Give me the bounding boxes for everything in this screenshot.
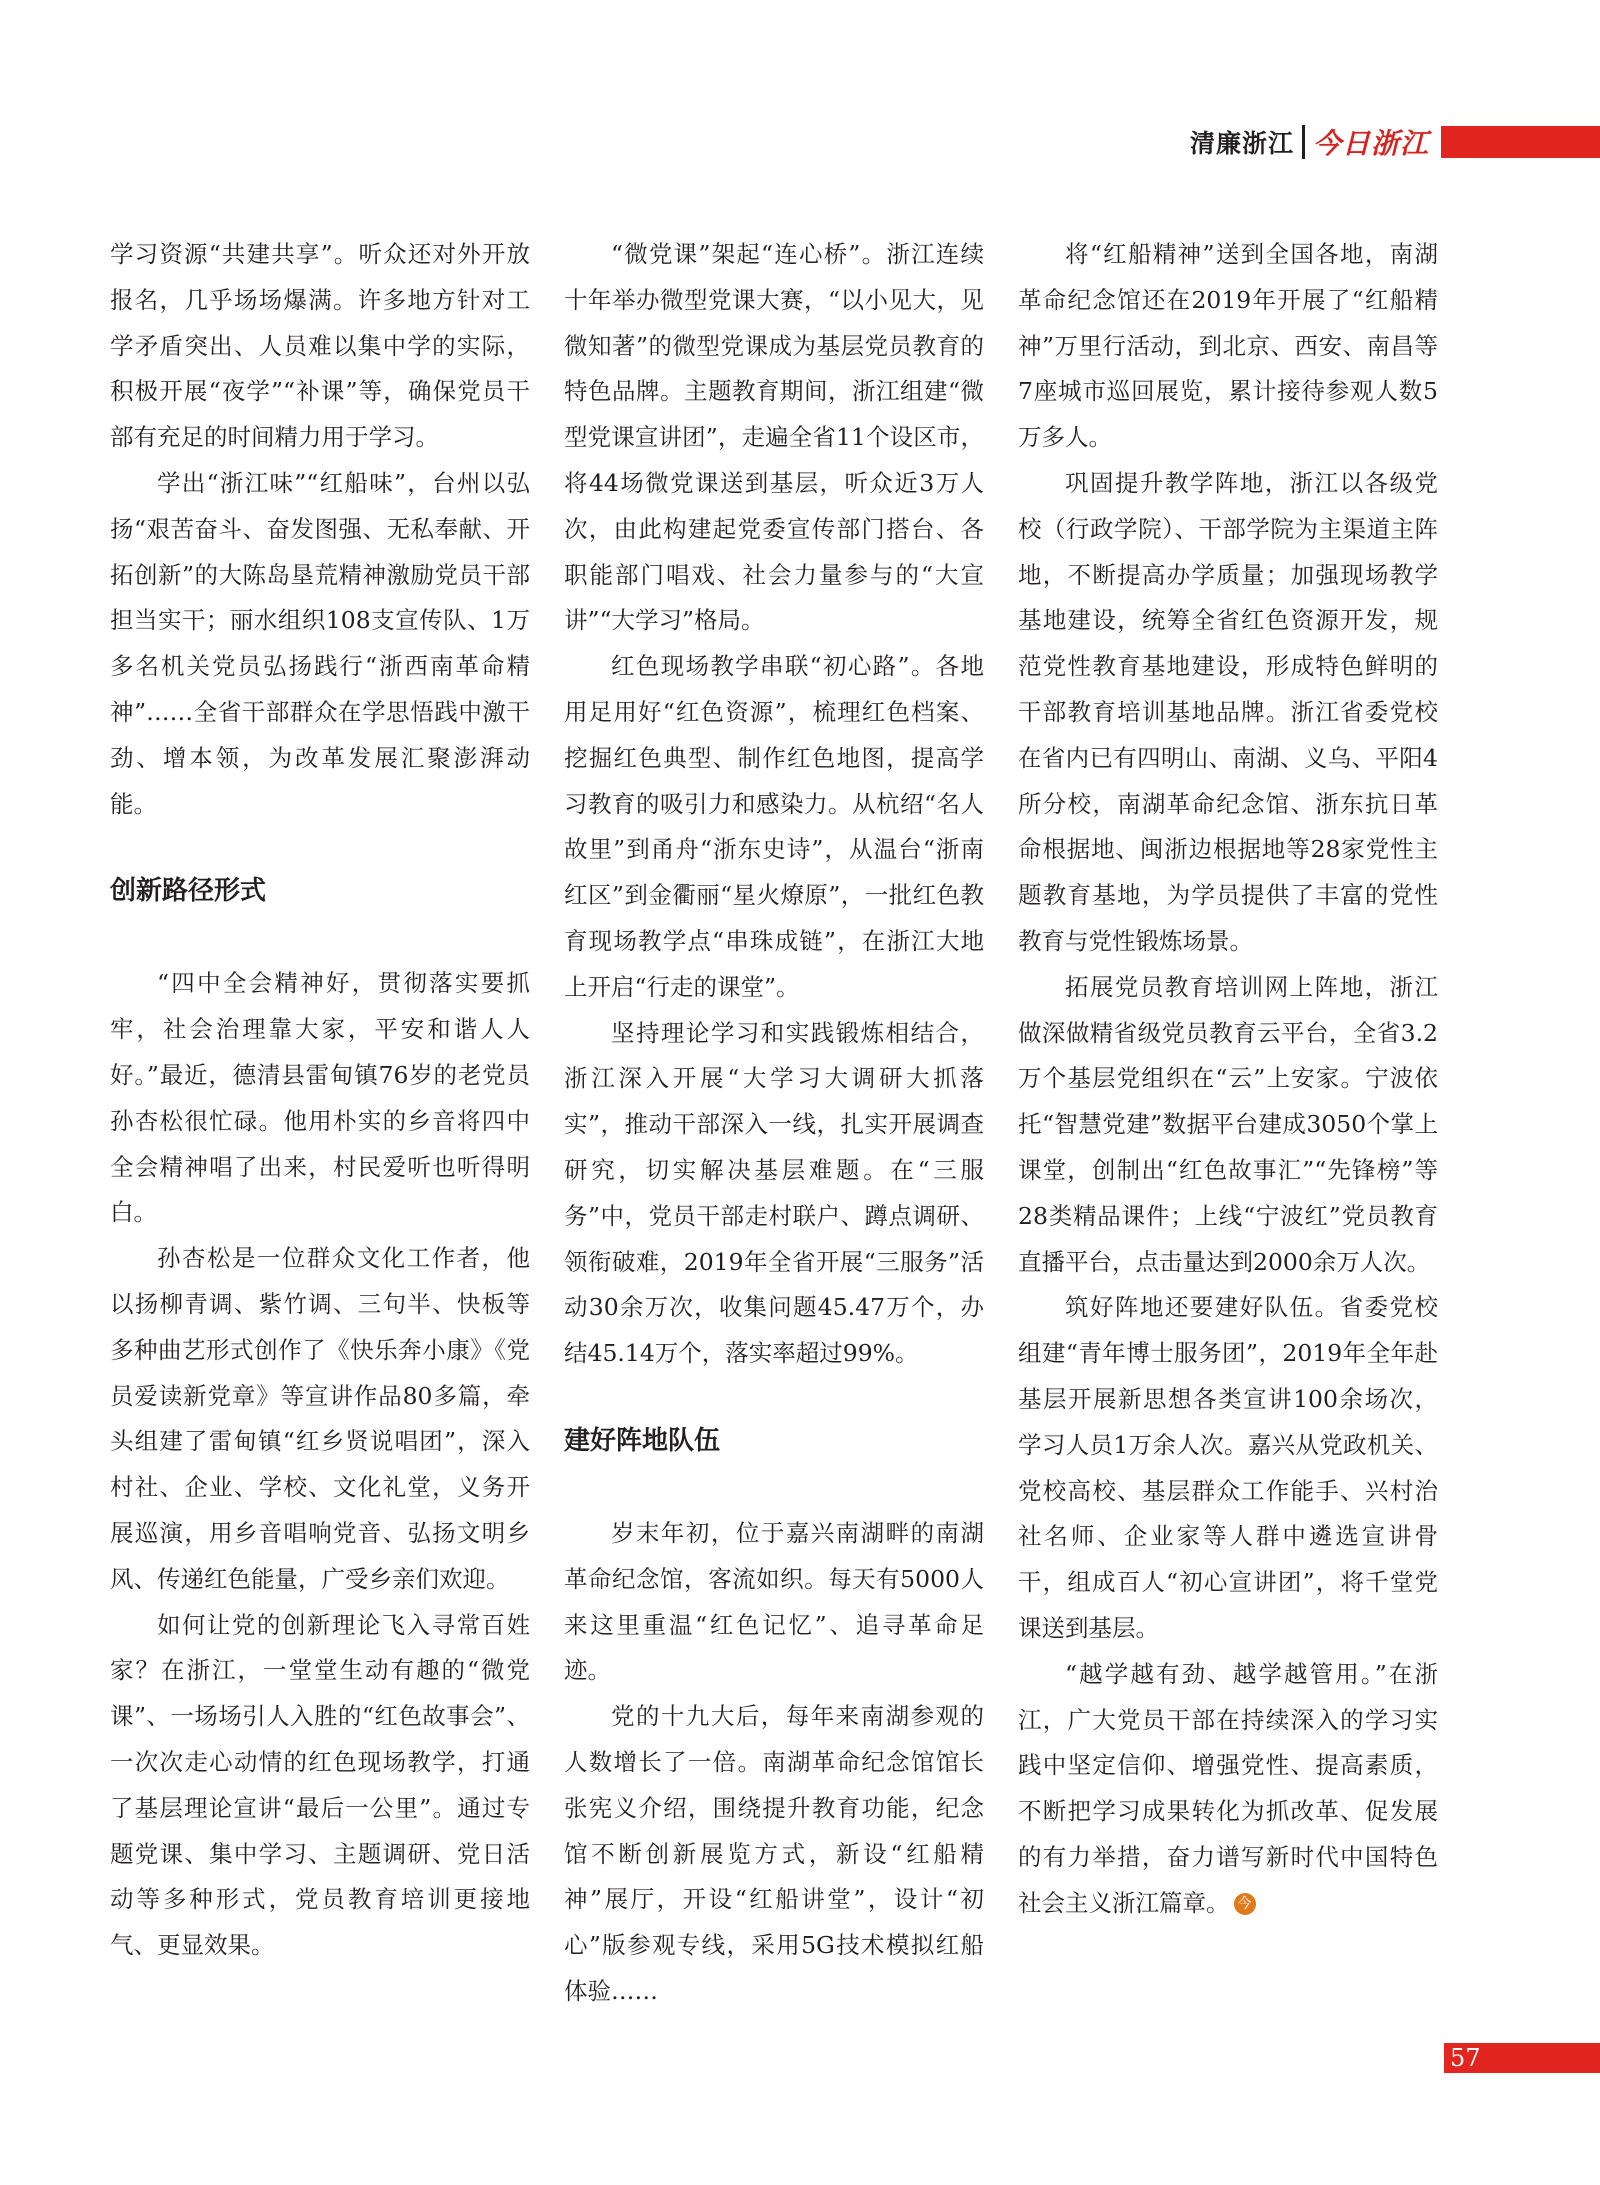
paragraph: 如何让党的创新理论飞入寻常百姓家？在浙江，一堂堂生动有趣的“微党课”、一场场引人入胜的“红色故事会”、一次次走心动情的红色现场教学，打通了基层理论宣讲“最后一公里”。通过专题党课、集中学习、主题调研、党日活动等多种形式，党员教育培训更接地气、更显效果。	[110, 1610, 530, 1960]
article-column-1	[110, 232, 530, 1969]
paragraph: 拓展党员教育培训网上阵地，浙江做深做精省级党员教育云平台，全省3.2万个基层党组织在“云”上安家。宁波依托“智慧党建”数据平台建成3050个掌上课堂，创制出“红色故事汇”“先锋榜”等28类精品课件；上线“宁波红”党员教育直播平台，点击量达到2000余万人次。	[1018, 972, 1438, 1276]
paragraph: 红色现场教学串联“初心路”。各地用足用好“红色资源”，梳理红色档案、挖掘红色典型、制作红色地图，提高学习教育的吸引力和感染力。从杭绍“名人故里”到甬舟“浙东史诗”，从温台“浙南红区”到金衢丽“星火燎原”，一批红色教育现场教学点“串珠成链”，在浙江大地上开启“行走的课堂”。	[564, 652, 984, 1001]
section-heading: 建好阵地队伍	[564, 1425, 721, 1456]
page-number: 57	[1450, 2044, 1481, 2072]
paragraph: 坚持理论学习和实践锻炼相结合，浙江深入开展“大学习大调研大抓落实”，推动干部深入一线，扎实开展调查研究，切实解决基层难题。在“三服务”中，党员干部走村联户、蹲点调研、领衔破难，2019年全省开展“三服务”活动30余万次，收集问题45.47万个，办结45.14万个，落实率超过99%。	[564, 1018, 984, 1368]
section-heading: 创新路径形式	[110, 876, 267, 907]
end-mark-icon: 今	[1234, 1893, 1256, 1915]
paragraph: “四中全会精神好，贯彻落实要抓牢，社会治理靠大家，平安和谐人人好。”最近，德清县雷甸镇76岁的老党员孙杏松很忙碌。他用朴实的乡音将四中全会精神唱了出来，村民爱听也听得明白。	[110, 969, 530, 1227]
paragraph: 学出“浙江味”“红船味”，台州以弘扬“艰苦奋斗、奋发图强、无私奉献、开拓创新”的大陈岛垦荒精神激励党员干部担当实干；丽水组织108支宣传队、1万多名机关党员弘扬践行“浙西南革命精神”……全省干部群众在学思悟践中激干劲、增本领，为改革发展汇聚澎湃动能。	[110, 468, 530, 818]
paragraph: 巩固提升教学阵地，浙江以各级党校（行政学院）、干部学院为主渠道主阵地，不断提高办学质量；加强现场教学基地建设，统筹全省红色资源开发，规范党性教育基地建设，形成特色鲜明的干部教育培训基地品牌。浙江省委党校在省内已有四明山、南湖、义乌、平阳4所分校，南湖革命纪念馆、浙东抗日革命根据地、闽浙边根据地等28家党性主题教育基地，为学员提供了丰富的党性教育与党性锻炼场景。	[1018, 468, 1438, 955]
paragraph: 孙杏松是一位群众文化工作者，他以扬柳青调、紫竹调、三句半、快板等多种曲艺形式创作了《快乐奔小康》《党员爱读新党章》等宣讲作品80多篇，牵头组建了雷甸镇“红乡贤说唱团”，深入村社、企业、学校、文化礼堂，义务开展巡演，用乡音唱响党音、弘扬文明乡风、传递红色能量，广受乡亲们欢迎。	[110, 1244, 530, 1593]
paragraph: 学习资源“共建共享”。听众还对外开放报名，几乎场场爆满。许多地方针对工学矛盾突出、人员难以集中学的实际，积极开展“夜学”“补课”等，确保党员干部有充足的时间精力用于学习。	[110, 240, 530, 452]
paragraph-text: “越学越有劲、越学越管用。”在浙江，广大党员干部在持续深入的学习实践中坚定信仰、增强党性、提高素质，不断把学习成果转化为抓改革、促发展的有力举措，奋力谱写新时代中国特色社会主义浙江篇章。	[1018, 1659, 1438, 1917]
section-title: 清廉浙江	[1190, 129, 1295, 158]
header-red-bar	[1441, 126, 1600, 158]
paragraph: “微党课”架起“连心桥”。浙江连续十年举办微型党课大赛，“以小见大，见微知著”的微型党课成为基层党员教育的特色品牌。主题教育期间，浙江组建“微型党课宣讲团”，走遍全省11个设区市，将44场微党课送到基层，听众近3万人次，由此构建起党委宣传部门搭台、各职能部门唱戏、社会力量参与的“大宣讲”“大学习”格局。	[564, 240, 984, 635]
paragraph: 将“红船精神”送到全国各地，南湖革命纪念馆还在2019年开展了“红船精神”万里行活动，到北京、西安、南昌等7座城市巡回展览，累计接待参观人数5万多人。	[1018, 240, 1438, 452]
paragraph	[1018, 1652, 1438, 1927]
header-divider	[1302, 125, 1305, 159]
page-header	[1190, 122, 1600, 162]
paragraph: 筑好阵地还要建好队伍。省委党校组建“青年博士服务团”，2019年全年赴基层开展新思想各类宣讲100余场次，学习人员1万余人次。嘉兴从党政机关、党校高校、基层群众工作能手、兴村治社名师、企业家等人群中遴选宣讲骨干，组成百人“初心宣讲团”，将千堂党课送到基层。	[1018, 1293, 1438, 1642]
article-column-2	[564, 232, 984, 2015]
paragraph: 岁末年初，位于嘉兴南湖畔的南湖革命纪念馆，客流如织。每天有5000人来这里重温“红色记忆”、追寻革命足迹。	[564, 1518, 984, 1685]
article-column-3	[1018, 232, 1438, 1926]
paragraph: 党的十九大后，每年来南湖参观的人数增长了一倍。南湖革命纪念馆馆长张宪义介绍，围绕提升教育功能，纪念馆不断创新展览方式，新设“红船精神”展厅，开设“红船讲堂”，设计“初心”版参观专线，采用5G技术模拟红船体验……	[564, 1702, 984, 2005]
magazine-logo: 今日浙江	[1313, 127, 1430, 160]
footer-red-bar	[1444, 2043, 1600, 2073]
